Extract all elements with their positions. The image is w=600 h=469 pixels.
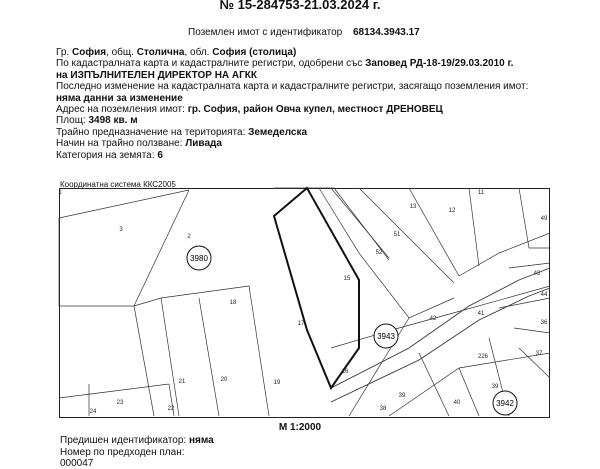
- parcel-label: 18: [229, 300, 237, 306]
- parcel-label: 11: [477, 190, 485, 196]
- coordinate-system-label: Координатна система ККС2005: [60, 180, 176, 189]
- parcel-label: 52: [375, 250, 383, 256]
- parcel-label: 36: [540, 320, 548, 326]
- parcel-label: 40: [453, 400, 461, 406]
- parcel-label: 44: [540, 292, 548, 298]
- parcel-label: 16: [341, 369, 349, 375]
- document-number: № 15-284753-21.03.2024 г.: [219, 0, 381, 12]
- circle-label-3943: 3943: [377, 332, 395, 341]
- cut-off-text: Номер по предходен план: 000047: [60, 447, 185, 469]
- area-line: Площ: 3498 кв. м: [56, 115, 138, 127]
- circle-label-3980: 3980: [190, 254, 208, 263]
- parcel-label: 42: [429, 316, 437, 322]
- map-scale: М 1:2000: [278, 422, 322, 433]
- parcel-label: 21: [178, 379, 186, 385]
- parcel-label: 24: [89, 409, 97, 415]
- last-change-value: няма данни за изменение: [56, 92, 183, 104]
- parcel-label: 2: [187, 234, 191, 240]
- address-line: Адрес на поземления имот: гр. София, район Овча купел, местност ДРЕНОВЕЦ: [56, 104, 443, 116]
- parcel-label: 23: [116, 400, 124, 406]
- location-line: Гр. София, общ. Столична, обл. София (столица): [56, 47, 297, 58]
- parcel-label: 39: [491, 384, 499, 390]
- last-change-label: Последно изменение на кадастралната карта и кадастралните регистри, засягащо поземления имот:: [56, 81, 529, 93]
- parcel-label: 41: [477, 311, 485, 317]
- purpose-line: Трайно предназначение на територията: Земеделска: [56, 126, 308, 138]
- parcel-label: 17: [297, 321, 305, 327]
- property-info: [56, 47, 586, 161]
- parcel-label: 43: [533, 271, 541, 277]
- plot-id-value: 68134.3943.17: [352, 27, 420, 38]
- circle-label-3942: 3942: [496, 399, 514, 408]
- parcel-label: 19: [273, 380, 281, 386]
- parcel-label: 49: [540, 216, 548, 222]
- plot-identifier: [188, 27, 420, 38]
- parcel-label: 13: [409, 204, 417, 210]
- approval-authority: на ИЗПЪЛНИТЕЛЕН ДИРЕКТОР НА АГКК: [56, 69, 258, 81]
- parcel-label: 12: [448, 208, 456, 214]
- parcel-label: 1: [58, 190, 62, 196]
- parcel-label: 51: [393, 232, 401, 238]
- parcel-label: 226: [477, 354, 489, 360]
- parcel-label: 37: [535, 351, 543, 357]
- previous-identifier: Предишен идентификатор: няма: [60, 435, 214, 446]
- category-line: Категория на земята: 6: [56, 149, 163, 161]
- parcel-label: 15: [343, 276, 351, 282]
- parcel-label: 39: [398, 393, 406, 399]
- parcel-label: 22: [167, 406, 175, 412]
- parcel-label: 3: [119, 227, 123, 233]
- parcel-label: 38: [379, 406, 387, 412]
- approval-line: По кадастралната карта и кадастралните регистри, одобрени със Заповед РД-18-19/29.03.2010 г.: [56, 58, 514, 70]
- cadastral-map: [59, 188, 550, 418]
- plot-id-label: Поземлен имот с идентификатор: [188, 27, 343, 38]
- parcel-label: 20: [220, 377, 228, 383]
- usage-line: Начин на трайно ползване: Ливада: [56, 138, 222, 150]
